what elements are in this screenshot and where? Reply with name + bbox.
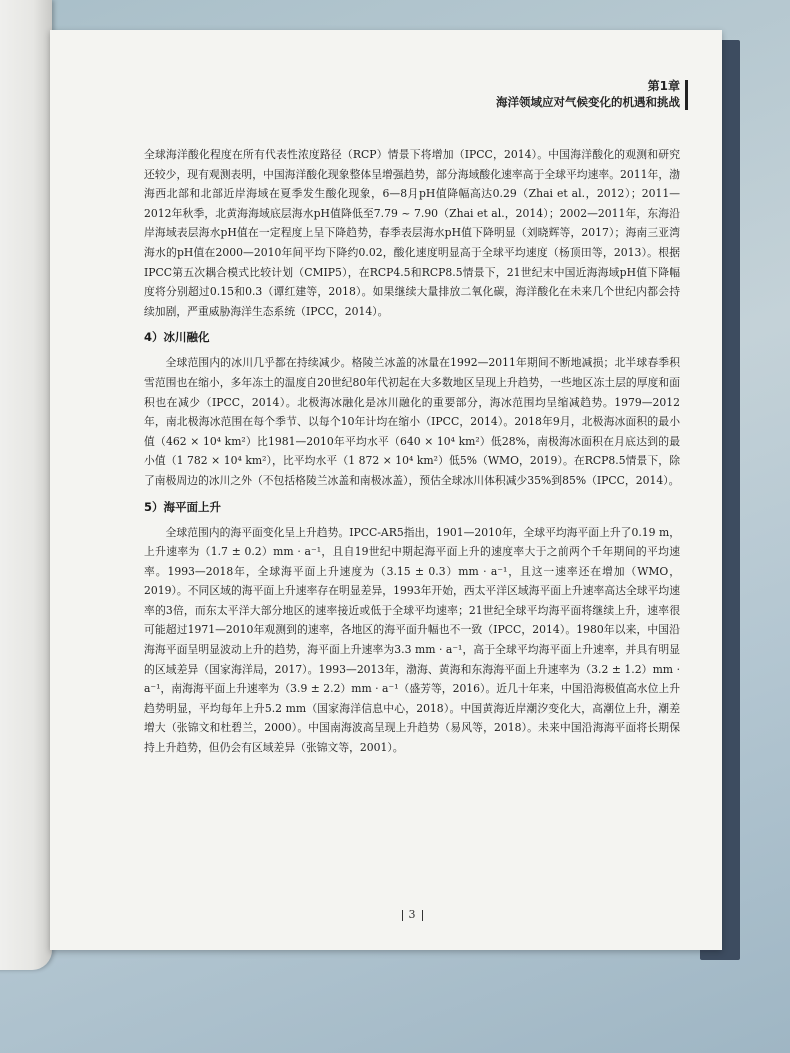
- running-header: [496, 78, 680, 110]
- paragraph-ocean-acidification: 全球海洋酸化程度在所有代表性浓度路径（RCP）情景下将增加（IPCC，2014）。中国海洋酸化的观测和研究还较少，现有观测表明，中国海洋酸化现象整体呈增强趋势，部分海域酸化速率高于全球平均速率。2011年，渤海西北部和北部近岸海域在夏季发生酸化现象，6—8月pH值降幅高达0.29（Zhai et al.，2012）；2011—2012年秋季，北黄海海域底层海水pH值降低至7.79 ~ 7.90（Zhai et al.，2014）；2002—2011年，东海沿岸海域表层海水pH值在一定程度上呈下降趋势，春季表层海水pH值下降明显（刘晓辉等，2017）；海南三亚湾海水的pH值在2000—2010年间平均下降约0.02，酸化速度明显高于全球平均速度（杨顶田等，2013）。根据IPCC第五次耦合模式比较计划（CMIP5），在RCP4.5和RCP8.5情景下，21世纪末中国近海海域pH值下降幅度将分别超过0.15和0.3（谭红建等，2018）。如果继续大量排放二氧化碳，海洋酸化在未来几个世纪内都会持续加剧，严重威胁海洋生态系统（IPCC，2014）。: [144, 148, 680, 318]
- book-page: [50, 30, 722, 950]
- section-heading-sea-level: 5）海平面上升: [144, 499, 222, 514]
- main-text: [144, 145, 680, 758]
- page-content: [144, 30, 680, 950]
- chapter-label: 第1章: [647, 79, 680, 93]
- page-footer: [144, 908, 680, 921]
- chapter-title: 海洋领域应对气候变化的机遇和挑战: [496, 95, 680, 109]
- left-page-edge: [0, 0, 52, 970]
- page-number: 3: [408, 908, 416, 921]
- section-heading-glacier: 4）冰川融化: [144, 330, 210, 345]
- paragraph-sea-level-rise: 全球范围内的海平面变化呈上升趋势。IPCC-AR5指出，1901—2010年，全球平均海平面上升了0.19 m，上升速率为（1.7 ± 0.2）mm · a⁻¹，且自19世纪中期起海平面上升的速度率大于之前两个千年期间的平均速率。1993—2018年，全球海平面上升速度为（3.15 ± 0.3）mm · a⁻¹，且这一速率还在增加（WMO，2019）。不同区域的海平面上升速率存在明显差异，1993年开始，西太平洋区域海平面上升速率高达全球平均速率的3倍，而东太平洋大部分地区的速率接近或低于全球平均速率；21世纪全球平均海平面将继续上升，速率很可能超过1971—2010年观测到的速率，各地区的海平面升幅也不一致（IPCC，2014）。1980年以来，中国沿海海平面呈明显波动上升的趋势，海平面上升速率为3.3 mm · a⁻¹，高于全球平均海平面上升速率，并具有明显的区域差异（国家海洋局，2017）。1993—2013年，渤海、黄海和东海海平面上升速率为（3.2 ± 1.2）mm · a⁻¹，南海海平面上升速率为（3.9 ± 2.2）mm · a⁻¹（盛芳等，2016）。近几十年来，中国沿海极值高水位上升趋势明显，平均每年上升5.2 mm（国家海洋信息中心，2018）。中国黄海近岸潮汐变化大，高潮位上升，潮差增大（张锦文和杜碧兰，2000）。中国南海波高呈现上升趋势（易风等，2018）。未来中国沿海海平面将长期保持上升趋势，但仍会有区域差异（张锦文等，2001）。: [144, 525, 680, 755]
- footer-right-bar: [422, 910, 423, 921]
- paragraph-glacier-melting: 全球范围内的冰川几乎都在持续减少。格陵兰冰盖的冰量在1992—2011年期间不断地减损；北半球春季积雪范围也在缩小，多年冻土的温度自20世纪80年代初起在大多数地区呈现上升趋势，一些地区冻土层的厚度和面积也在减少（IPCC，2014）。北极海冰融化是冰川融化的重要部分，海冰范围均呈缩减趋势。1979—2012年，南北极海冰范围在每个季节、以每个10年计均在缩小（IPCC，2014）。2018年9月，北极海冰面积的最小值（462 × 10⁴ km²）比1981—2010年平均水平（640 × 10⁴ km²）低28%，南极海冰面积在月底达到的最小值（1 782 × 10⁴ km²），比平均水平（1 872 × 10⁴ km²）低5%（WMO，2019）。在RCP8.5情景下，除了南极周边的冰川之外（不包括格陵兰冰盖和南极冰盖），预估全球冰川体积减少35%到85%（IPCC，2014）。: [144, 356, 680, 487]
- header-rule: [685, 80, 688, 110]
- footer-left-bar: [402, 910, 403, 921]
